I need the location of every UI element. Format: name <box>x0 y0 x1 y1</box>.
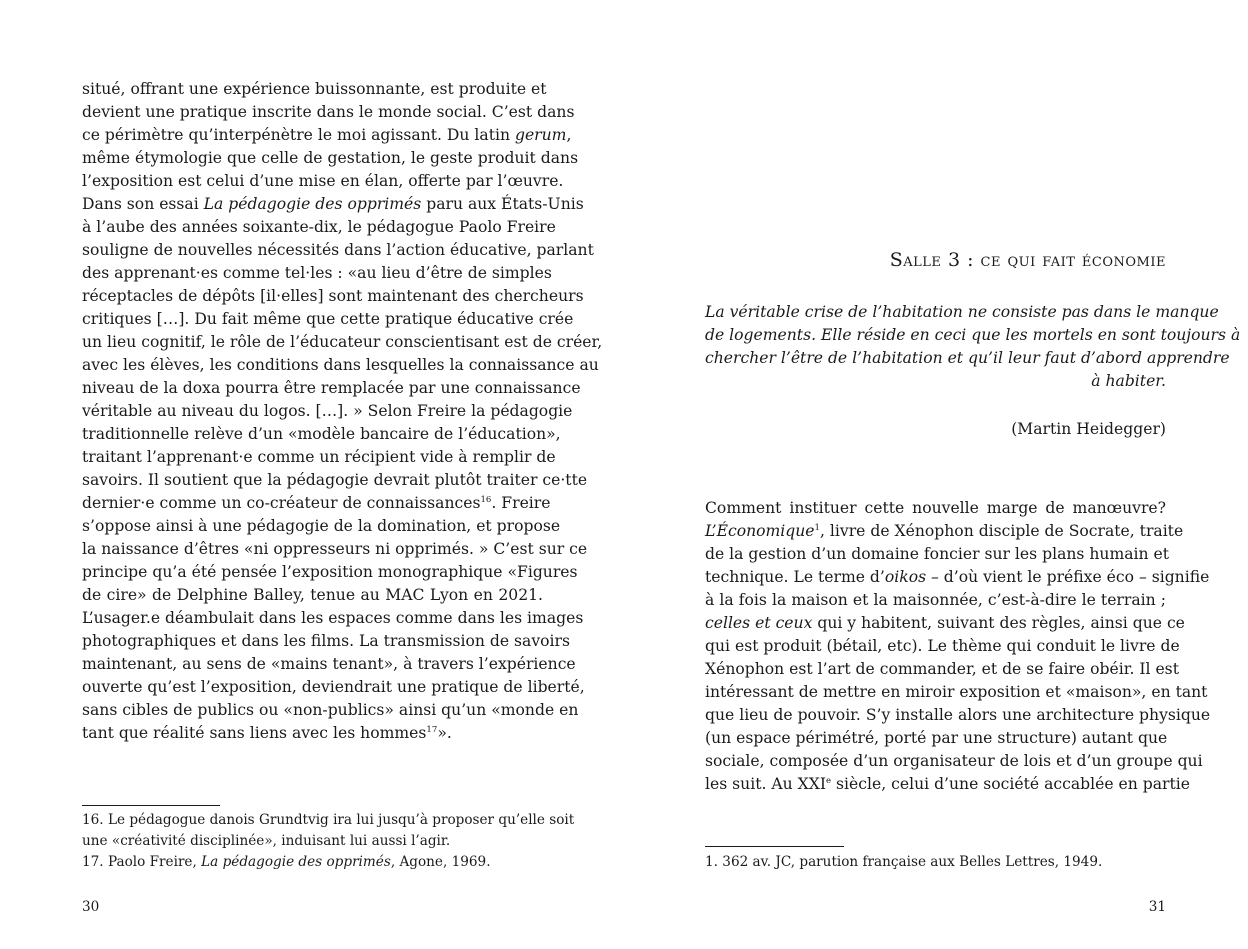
body-line: traditionnelle relève d’un «modèle bancaire de l’éducation», <box>82 425 561 443</box>
body-line: un lieu cognitif, le rôle de l’éducateur conscientisant est de créer, <box>82 333 603 351</box>
body-line: Dans son essai La pédagogie des opprimés paru aux États-Unis <box>82 195 584 213</box>
page-number: 30 <box>82 899 100 915</box>
body-line: tant que réalité sans liens avec les hommes$^{17}$». <box>82 724 452 742</box>
body-line: qui est produit (bétail, etc). Le thème qui conduit le livre de <box>705 637 1180 655</box>
body-line: photographiques et dans les films. La transmission de savoirs <box>82 632 570 650</box>
body-line: de la gestion d’un domaine foncier sur les plans humain et <box>705 545 1170 563</box>
epigraph-line: de logements. Elle réside en ceci que les mortels en sont toujours à <box>705 326 1241 344</box>
footnote-ref[interactable]: 17 <box>426 724 438 735</box>
body-line: réceptacles de dépôts [il·elles] sont maintenant des chercheurs <box>82 287 584 305</box>
footnote-rule <box>82 805 220 806</box>
italic-term: oikos <box>884 568 927 586</box>
body-line: principe qu’a été pensée l’exposition monographique «Figures <box>82 563 578 581</box>
body-line: des apprenant·es comme tel·les : «au lieu d’être de simples <box>82 264 552 282</box>
epigraph-line: à habiter. <box>1091 372 1166 390</box>
body-line: niveau de la doxa pourra être remplacée par une connaissance <box>82 379 581 397</box>
body-line: véritable au niveau du logos. […]. » Selon Freire la pédagogie <box>82 402 573 420</box>
body-line: L’Économique$^1$, livre de Xénophon disciple de Socrate, traite <box>705 522 1184 540</box>
book-title: L’Économique <box>705 522 815 540</box>
body-line: Comment instituer cette nouvelle marge de manœuvre? <box>705 499 1166 517</box>
left-page <box>82 0 603 949</box>
body-line: traitant l’apprenant·e comme un récipient vide à remplir de <box>82 448 556 466</box>
footnote-ref[interactable]: 1 <box>814 522 821 533</box>
body-line: devient une pratique inscrite dans le monde social. C’est dans <box>82 103 575 121</box>
body-line: Xénophon est l’art de commander, et de se faire obéir. Il est <box>705 660 1179 678</box>
body-line: souligne de nouvelles nécessités dans l’action éducative, parlant <box>82 241 594 259</box>
body-line: critiques […]. Du fait même que cette pratique éducative crée <box>82 310 574 328</box>
body-line: de cire» de Delphine Balley, tenue au MAC Lyon en 2021. <box>82 586 543 604</box>
body-line: avec les élèves, les conditions dans lesquelles la connaissance au <box>82 356 599 374</box>
body-line: à la fois la maison et la maisonnée, c’est-à-dire le terrain ; <box>705 591 1166 609</box>
body-line: la naissance d’êtres «ni oppresseurs ni opprimés. » C’est sur ce <box>82 540 588 558</box>
epigraph-line: La véritable crise de l’habitation ne consiste pas dans le manque <box>705 303 1219 321</box>
body-line: même étymologie que celle de gestation, le geste produit dans <box>82 149 579 167</box>
right-page <box>705 0 1241 949</box>
body-line: (un espace périmétré, porté par une structure) autant que <box>705 729 1168 747</box>
epigraph-line: chercher l’être de l’habitation et qu’il leur faut d’abord apprendre <box>705 349 1230 367</box>
body-line: savoirs. Il soutient que la pédagogie devrait plutôt traiter ce·tte <box>82 471 588 489</box>
footnote-16: 16. Le pédagogue danois Grundtvig ira lui jusqu’à proposer qu’elle soit <box>82 812 575 828</box>
footnote-16-cont: une «créativité disciplinée», induisant lui aussi l’agir. <box>82 833 451 849</box>
body-line: celles et ceux qui y habitent, suivant des règles, ainsi que ce <box>705 614 1185 632</box>
body-line: sociale, composée d’un organisateur de lois et d’un groupe qui <box>705 752 1203 770</box>
book-title: La pédagogie des opprimés <box>203 195 422 213</box>
body-line: à l’aube des années soixante-dix, le pédagogue Paolo Freire <box>82 218 556 236</box>
italic-term: gerum <box>514 126 567 144</box>
body-line: sans cibles de publics ou «non-publics» ainsi qu’un «monde en <box>82 701 579 719</box>
body-line: ce périmètre qu’interpénètre le moi agissant. Du latin gerum, <box>82 126 572 144</box>
body-line: technique. Le terme d’oikos – d’où vient le préfixe éco – signifie <box>705 568 1210 586</box>
footnote-ref[interactable]: 16 <box>480 494 492 505</box>
body-line: les suit. Au XXIe siècle, celui d’une société accablée en partie <box>705 775 1190 793</box>
body-line: que lieu de pouvoir. S’y installe alors une architecture physique <box>705 706 1211 724</box>
body-line: situé, offrant une expérience buissonnante, est produite et <box>82 80 547 98</box>
footnote-1: 1. 362 av. JC, parution française aux Belles Lettres, 1949. <box>705 854 1103 870</box>
footnote-rule <box>705 846 844 847</box>
body-line: intéressant de mettre en miroir exposition et «maison», en tant <box>705 683 1208 701</box>
body-line: L’usager.e déambulait dans les espaces comme dans les images <box>82 609 584 627</box>
footnote-17: 17. Paolo Freire, La pédagogie des opprimés, Agone, 1969. <box>82 854 491 870</box>
body-line: ouverte qu’est l’exposition, deviendrait une pratique de liberté, <box>82 678 585 696</box>
body-line: dernier·e comme un co-créateur de connaissances$^{16}$. Freire <box>82 494 551 512</box>
body-line: s’oppose ainsi à une pédagogie de la domination, et propose <box>82 517 561 535</box>
section-heading: Salle 3 : ce qui fait économie <box>889 249 1166 271</box>
epigraph-author: (Martin Heidegger) <box>1011 420 1166 438</box>
body-line: l’exposition est celui d’une mise en élan, offerte par l’œuvre. <box>82 172 564 190</box>
page-number: 31 <box>1148 899 1166 915</box>
body-line: maintenant, au sens de «mains tenant», à travers l’expérience <box>82 655 576 673</box>
italic-term: celles et ceux <box>705 614 813 632</box>
